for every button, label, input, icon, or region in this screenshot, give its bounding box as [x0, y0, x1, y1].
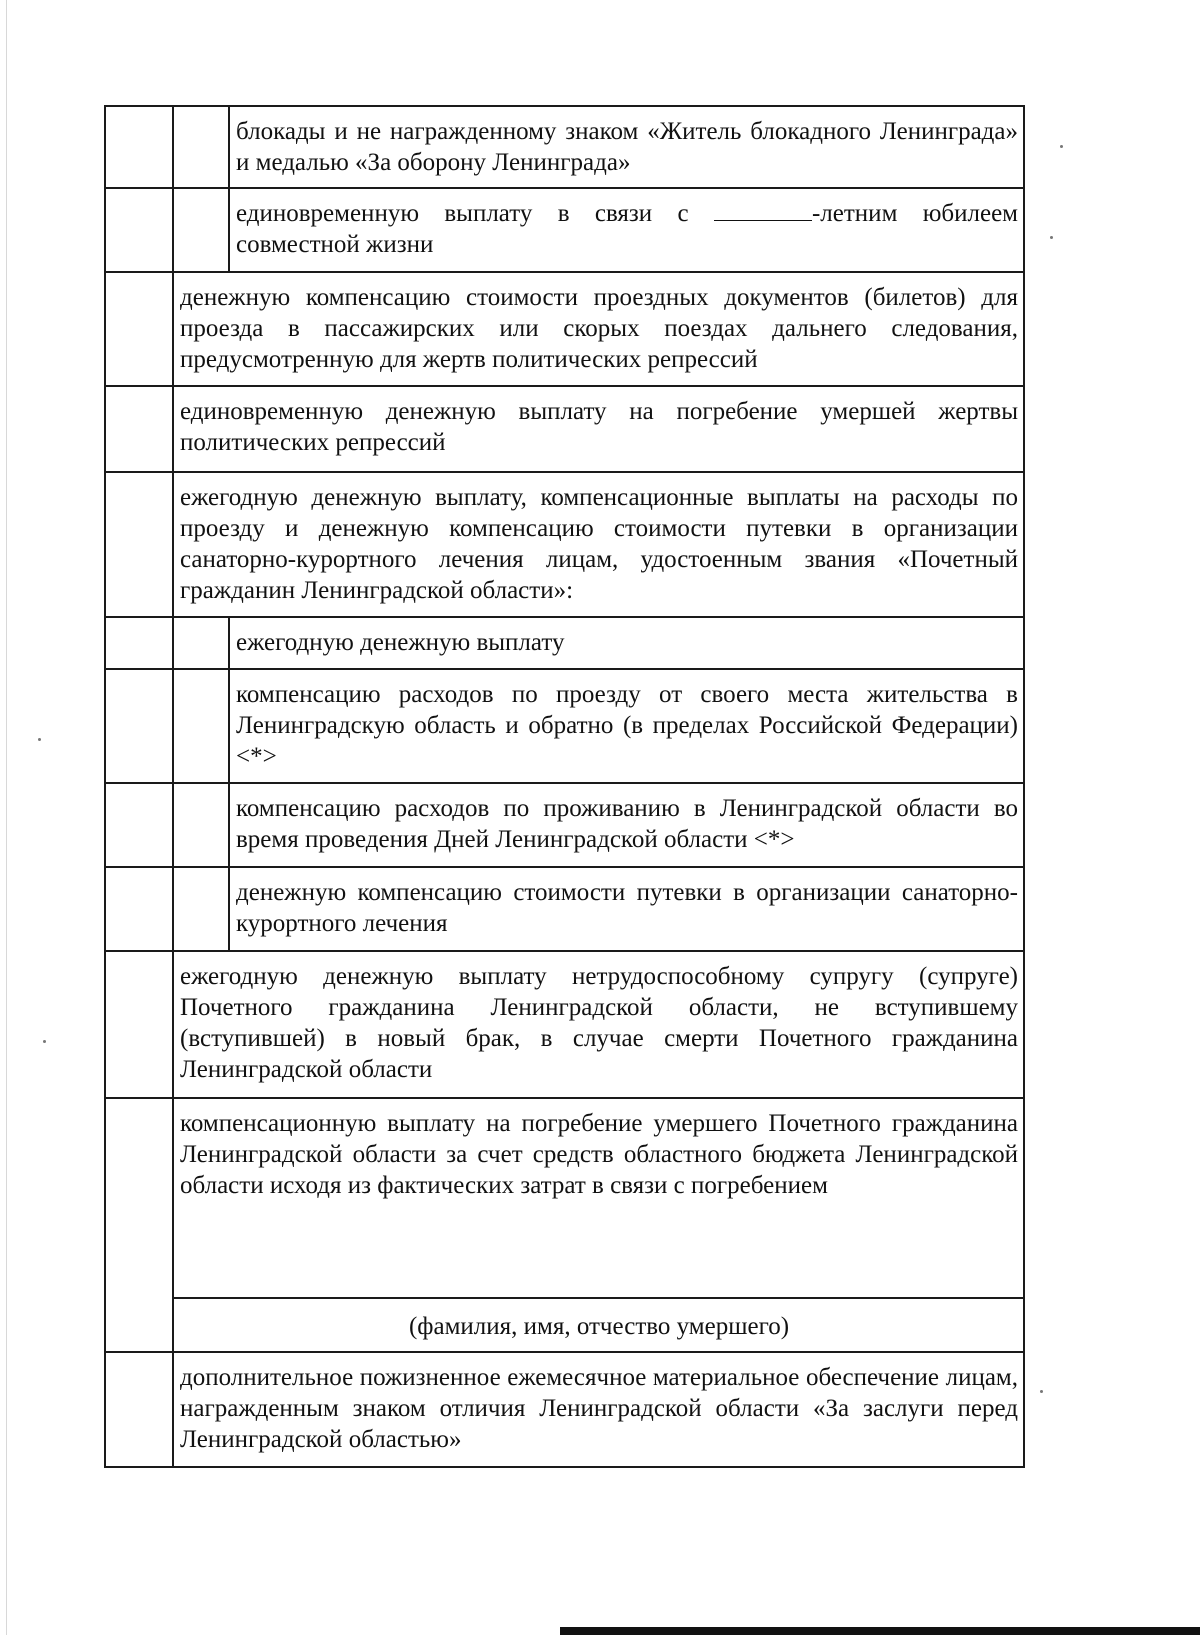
table-row [105, 272, 1024, 386]
option-text: компенсацию расходов по проезду от своего места жительства в Ленинградскую область и обратно (в пределах Российской Федерации) <*> [229, 669, 1024, 783]
checkbox-cell[interactable] [105, 669, 173, 783]
anniversary-text-after-second: совместной жизни [236, 231, 434, 258]
checkbox-cell[interactable] [105, 472, 173, 617]
option-text: единовременную денежную выплату на погребение умершей жертвы политических репрессий [173, 386, 1024, 472]
checkbox-cell[interactable] [105, 1098, 173, 1352]
table-row [105, 386, 1024, 472]
option-text: компенсацию расходов по проживанию в Ленинградской области во время проведения Дней Ленинградской области <*> [229, 783, 1024, 867]
checkbox-cell[interactable] [105, 617, 173, 669]
option-text-anniversary [229, 188, 1024, 272]
anniversary-text-before: единовременную выплату в связи с [236, 200, 689, 227]
table-row [105, 188, 1024, 272]
table-row [105, 783, 1024, 867]
option-text: ежегодную денежную выплату, компенсационные выплаты на расходы по проезду и денежную компенсацию стоимости путевки в организации санаторно-курортного лечения лицам, удостоенным звания «Почетный гражданин Ленинградской области»: [173, 472, 1024, 617]
benefits-form-table [104, 105, 1025, 1468]
checkbox-cell[interactable] [105, 188, 173, 272]
checkbox-cell[interactable] [105, 783, 173, 867]
table-row [105, 1098, 1024, 1298]
checkbox-cell[interactable] [105, 386, 173, 472]
table-row [105, 669, 1024, 783]
table-row [105, 1352, 1024, 1467]
scan-speck [43, 1040, 46, 1043]
table-row [105, 106, 1024, 188]
checkbox-cell[interactable] [105, 106, 173, 188]
table-row [105, 1298, 1024, 1352]
option-text: дополнительное пожизненное ежемесячное материальное обеспечение лицам, награжденным знаком отличия Ленинградской области «За заслуги перед Ленинградской областью» [173, 1352, 1024, 1467]
checkbox-cell[interactable] [105, 867, 173, 951]
scan-speck [1050, 236, 1053, 239]
option-text: ежегодную денежную выплату нетрудоспособному супругу (супруге) Почетного гражданина Ленинградской области, не вступившему (вступившей) в новый брак, в случае смерти Почетного гражданина Ленинградской области [173, 951, 1024, 1098]
scan-speck [1040, 1390, 1043, 1393]
checkbox-cell[interactable] [105, 272, 173, 386]
scan-speck [1060, 145, 1063, 148]
checkbox-cell[interactable] [105, 951, 173, 1098]
option-text: денежную компенсацию стоимости проездных документов (билетов) для проезда в пассажирских или скорых поездах дальнего следования, предусмотренную для жертв политических репрессий [173, 272, 1024, 386]
sub-checkbox-cell[interactable] [173, 867, 229, 951]
table-row [105, 951, 1024, 1098]
table-row [105, 472, 1024, 617]
table-row [105, 617, 1024, 669]
option-text: блокады и не награжденному знаком «Житель блокадного Ленинграда» и медалью «За оборону Ленинграда» [229, 106, 1024, 188]
option-text: ежегодную денежную выплату [229, 617, 1024, 669]
scan-bottom-edge [560, 1627, 1200, 1635]
checkbox-cell[interactable] [105, 1352, 173, 1467]
scan-edge-line [6, 0, 7, 1635]
deceased-name-caption: (фамилия, имя, отчество умершего) [173, 1298, 1024, 1352]
sub-checkbox-cell[interactable] [173, 106, 229, 188]
option-text: компенсационную выплату на погребение умершего Почетного гражданина Ленинградской области за счет средств областного бюджета Ленинградской области исходя из фактических затрат в связи с погребением [173, 1098, 1024, 1298]
table-row [105, 867, 1024, 951]
sub-checkbox-cell[interactable] [173, 669, 229, 783]
anniversary-text-after-first: -летним юбилеем [811, 200, 1018, 227]
years-blank-field[interactable] [714, 198, 812, 221]
sub-checkbox-cell[interactable] [173, 617, 229, 669]
sub-checkbox-cell[interactable] [173, 188, 229, 272]
scan-speck [38, 738, 41, 741]
option-text: денежную компенсацию стоимости путевки в организации санаторно-курортного лечения [229, 867, 1024, 951]
sub-checkbox-cell[interactable] [173, 783, 229, 867]
